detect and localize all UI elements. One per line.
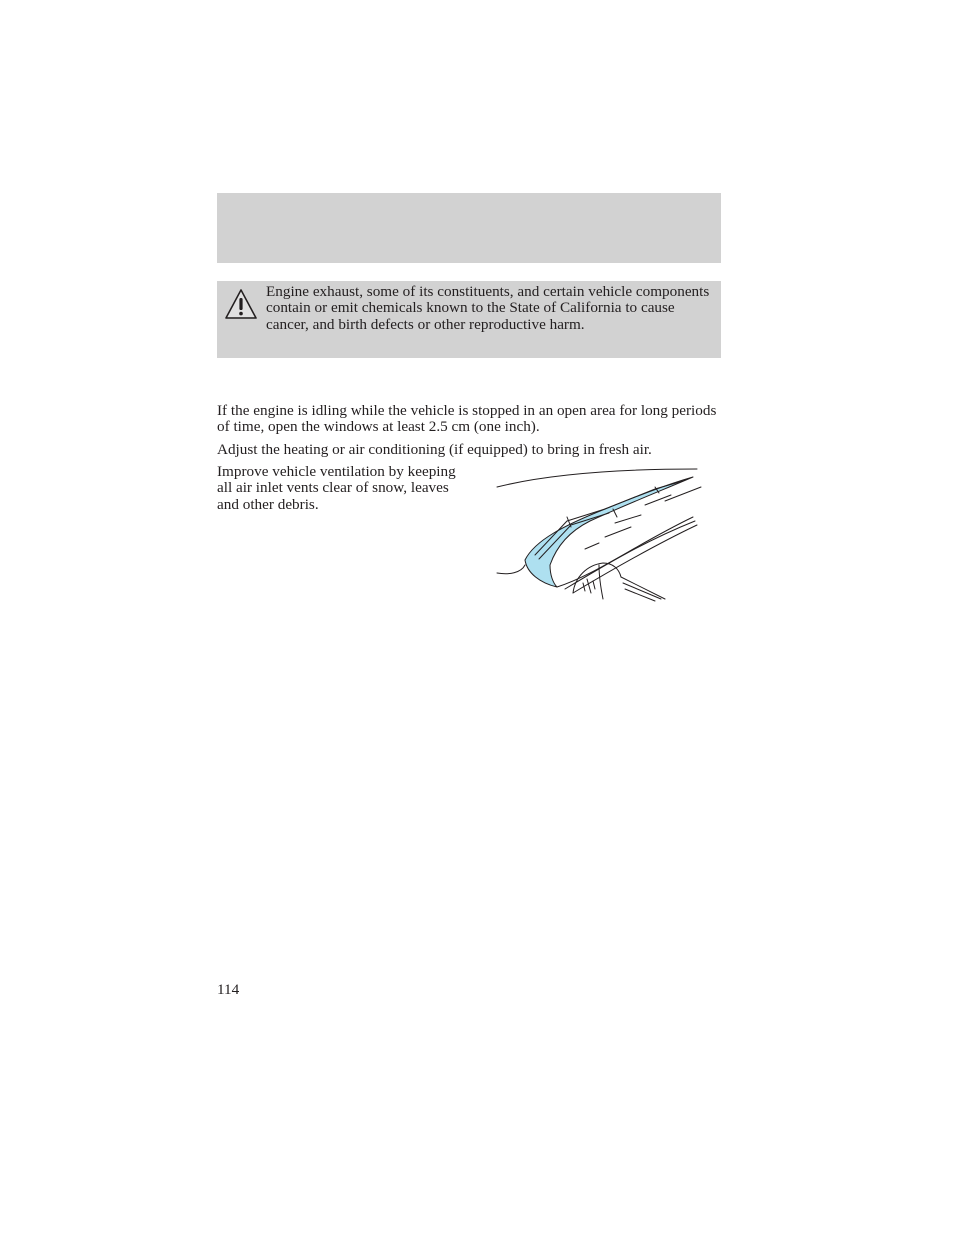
- section-header-band: [217, 193, 721, 263]
- warning-triangle-icon: [224, 288, 258, 321]
- paragraph-heating: Adjust the heating or air conditioning (if equipped) to bring in fresh air.: [217, 441, 652, 458]
- paragraph-idling: If the engine is idling while the vehicle is stopped in an open area for long periods of time, open the windows at least 2.5 cm (one inch).: [217, 402, 717, 436]
- warning-text: Engine exhaust, some of its constituents, and certain vehicle components contain or emit chemicals known to the State of California to cause cancer, and birth defects or other reproductive harm.: [266, 283, 710, 333]
- paragraph-ventilation: Improve vehicle ventilation by keeping all air inlet vents clear of snow, leaves and other debris.: [217, 463, 456, 513]
- cowl-air-inlet-illustration: [495, 465, 705, 602]
- warning-box: [217, 281, 721, 358]
- page-number: 114: [217, 981, 240, 998]
